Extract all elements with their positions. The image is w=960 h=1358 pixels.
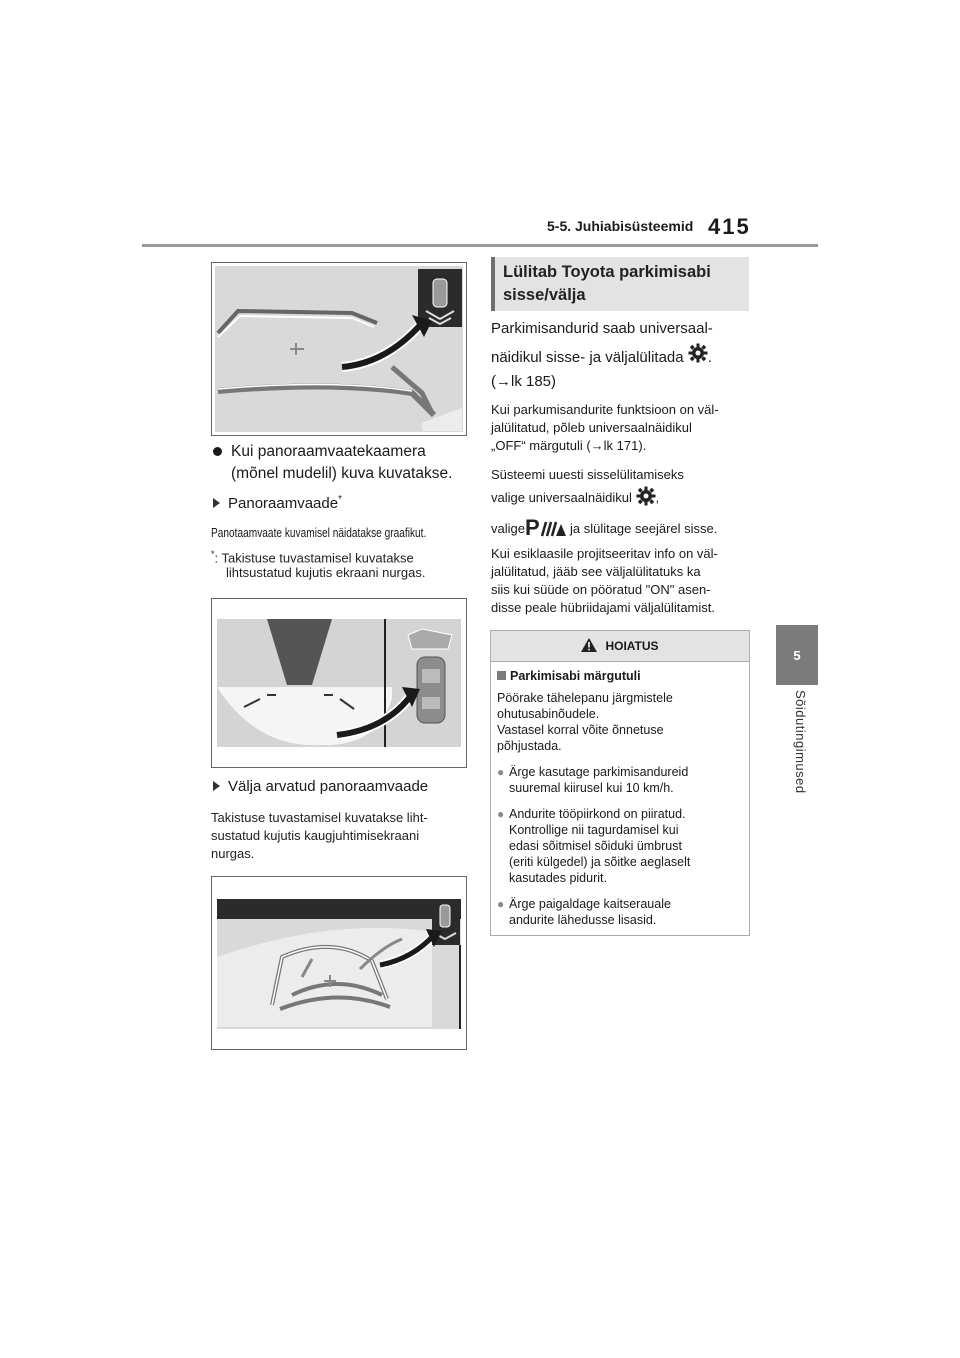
warning-intro — [497, 690, 749, 754]
bullet-text-line-2: (mõnel mudelil) kuva kuvatakse. — [231, 465, 453, 482]
chapter-title: Sõidutingimused — [793, 690, 808, 794]
warning-item — [497, 764, 749, 796]
warning-subheading — [497, 668, 749, 684]
remote-display-illustration — [212, 877, 466, 1049]
item2-label: Välja arvatud panoraamvaade — [228, 778, 429, 795]
warning-item — [497, 806, 749, 886]
gear-icon — [688, 343, 708, 373]
para2-line-3: „OFF“ märgutuli (→lk 171). — [491, 438, 647, 453]
bullet-dot — [213, 447, 222, 456]
warning-subheading-text: Parkimisabi märgutuli — [510, 669, 641, 683]
bullet-text-line-1: Kui panoraamvaatekaamera — [231, 443, 426, 460]
warning-item-line: Andurite tööpiirkond on piiratud. — [509, 807, 686, 821]
chapter-number: 5 — [793, 647, 801, 663]
warning-item-line: Ärge paigaldage kaitserauale — [509, 897, 671, 911]
chapter-tab — [776, 625, 818, 685]
item2-desc-line-1: Takistuse tuvastamisel kuvatakse liht- — [211, 810, 428, 825]
warning-item-line: andurite lähedusse lisasid. — [509, 913, 657, 927]
para1-line-2-text: näidikul sisse- ja väljalülitada — [491, 348, 684, 366]
warning-intro-line-3: Vastasel korral võite õnnetuse — [497, 723, 664, 737]
square-bullet-icon — [497, 671, 506, 680]
page-number: 415 — [708, 214, 751, 239]
section-title: 5-5. Juhiabisüsteemid — [547, 218, 694, 234]
item1-label: Panoraamvaade — [228, 495, 339, 512]
para4-line-4: disse peale hübriidajami väljalülitamist. — [491, 600, 715, 615]
item-except-panoramic — [213, 778, 428, 795]
warning-header — [491, 631, 749, 662]
warning-body — [491, 662, 749, 928]
parking-sensor-icon — [525, 516, 567, 543]
panoramic-view-illustration — [212, 263, 466, 435]
para1-line-3: (→lk 185) — [491, 373, 557, 390]
bullet-dot: ● — [497, 897, 505, 911]
para4-line-3: siis kui süüde on pööratud "ON" asen- — [491, 582, 711, 597]
para3-line-3 — [491, 516, 717, 543]
para3-line-2-text: valige universaalnäidikul — [491, 489, 632, 505]
header-rule — [142, 244, 818, 247]
item1-description: Panotaamvaate kuvamisel näidatakse graafikut. — [211, 525, 427, 540]
warning-title: HOIATUS — [605, 639, 659, 653]
para3-line-1: Süsteemi uuesti sisselülitamiseks — [491, 467, 684, 482]
item-panoramic-view — [213, 494, 342, 512]
warning-item-line: Kontrollige nii tagurdamisel kui — [509, 823, 679, 837]
warning-item-line: edasi sõitmisel sõiduki ümbrust — [509, 839, 682, 853]
para3-line-2-end: , — [655, 489, 660, 505]
warning-intro-line-1: Pöörake tähelepanu järgmistele — [497, 691, 673, 705]
footnote-marker: * — [211, 549, 215, 559]
section-heading — [491, 257, 749, 311]
warning-box — [490, 630, 750, 936]
para3-line-3-start: valige — [491, 520, 525, 536]
figure-panoramic-view — [211, 262, 467, 436]
warning-intro-line-2: ohutusabinõudele. — [497, 707, 600, 721]
warning-item-line: suuremal kiirusel kui 10 km/h. — [509, 781, 674, 795]
section-heading-line-1: Lülitab Toyota parkimisabi — [503, 263, 711, 281]
item1-footnote-marker: * — [338, 494, 342, 505]
para4-line-2: jalülitatud, jääb see väljalülitatuks ka — [491, 564, 701, 579]
bullet-dot: ● — [497, 765, 505, 779]
para3-line-3-end: ja slülitage seejärel sisse. — [569, 520, 718, 536]
footnote-line-1: : Takistuse tuvastamisel kuvatakse — [214, 550, 414, 566]
item2-desc-line-2: sustatud kujutis kaugjuhtimisekraani — [211, 828, 420, 843]
section-heading-line-2: sisse/välja — [503, 286, 586, 304]
warning-item-line: Ärge kasutage parkimisandureid — [509, 765, 689, 779]
para4-line-1: Kui esiklaasile projitseeritav info on väl- — [491, 546, 718, 561]
warning-intro-line-4: põhjustada. — [497, 739, 562, 753]
warning-item-line: kasutades pidurit. — [509, 871, 607, 885]
triangle-right-icon — [213, 781, 220, 791]
para1-line-2-end: . — [707, 348, 712, 366]
rear-view-illustration — [212, 599, 466, 767]
warning-item-line: (eriti külgedel) ja sõitke aeglaselt — [509, 855, 691, 869]
para3-line-2 — [491, 486, 659, 511]
triangle-right-icon — [213, 498, 220, 508]
para2-line-2: jalülitatud, põleb universaalnäidikul — [491, 420, 692, 435]
footnote-line-2: lihtsustatud kujutis ekraani nurgas. — [226, 565, 426, 580]
svg-text:P: P — [524, 516, 540, 538]
item2-desc-line-3: nurgas. — [211, 846, 255, 861]
figure-remote-display — [211, 876, 467, 1050]
bullet-dot: ● — [497, 807, 505, 821]
para1-line-1: Parkimisandurid saab universaal- — [491, 320, 713, 337]
para2-line-1: Kui parkumisandurite funktsioon on väl- — [491, 402, 719, 417]
figure-except-panoramic — [211, 598, 467, 768]
gear-icon — [636, 486, 656, 511]
warning-triangle-icon — [581, 638, 597, 655]
warning-item — [497, 896, 749, 928]
